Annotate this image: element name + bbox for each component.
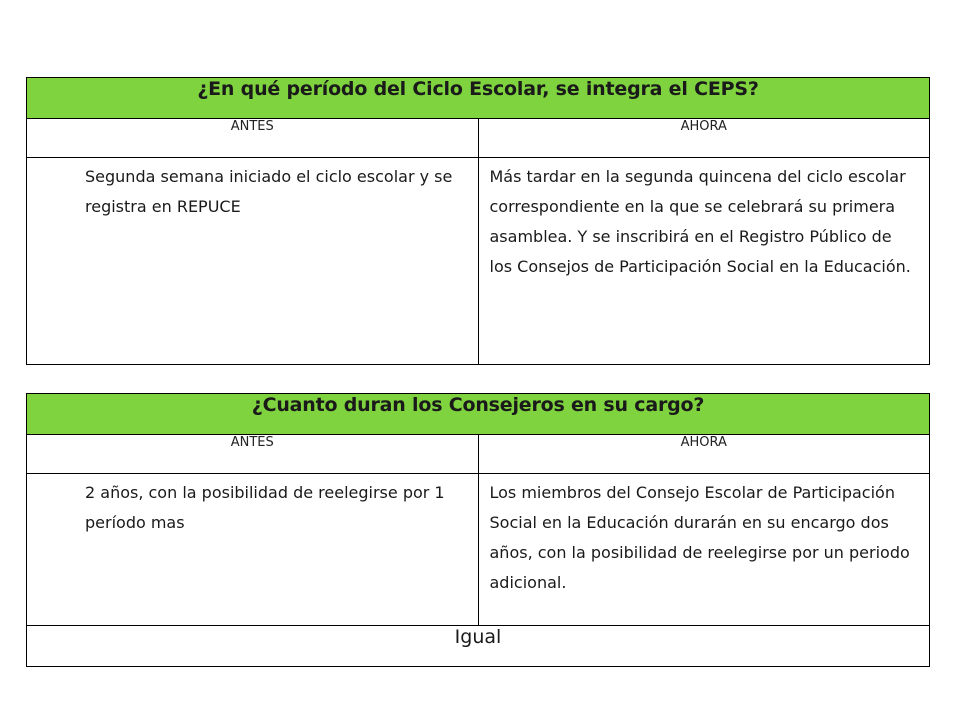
summary-cell: Igual [27,626,930,667]
column-header-ahora: AHORA [478,435,930,474]
content-row [27,474,930,626]
ahora-cell: Más tardar en la segunda quincena del ciclo escolar correspondiente en la que se celebrará su primera asamblea. Y se inscribirá en el Registro Público de los Consejos de Participación Social en la Educación. [478,158,930,365]
antes-cell: 2 años, con la posibilidad de reelegirse por 1 período mas [27,474,479,626]
column-header-antes: ANTES [27,119,479,158]
summary-row [27,626,930,667]
column-header-antes: ANTES [27,435,479,474]
content-row [27,158,930,365]
comparison-table-council-term [26,393,930,667]
column-header-row [27,435,930,474]
ahora-cell: Los miembros del Consejo Escolar de Participación Social en la Educación durarán en su encargo dos años, con la posibilidad de reelegirse por un periodo adicional. [478,474,930,626]
antes-cell: Segunda semana iniciado el ciclo escolar y se registra en REPUCE [27,158,479,365]
question-header: ¿En qué período del Ciclo Escolar, se integra el CEPS? [27,78,930,119]
question-header: ¿Cuanto duran los Consejeros en su cargo? [27,394,930,435]
column-header-row [27,119,930,158]
question-row [27,394,930,435]
question-row [27,78,930,119]
comparison-table-integration-period [26,77,930,365]
column-header-ahora: AHORA [478,119,930,158]
